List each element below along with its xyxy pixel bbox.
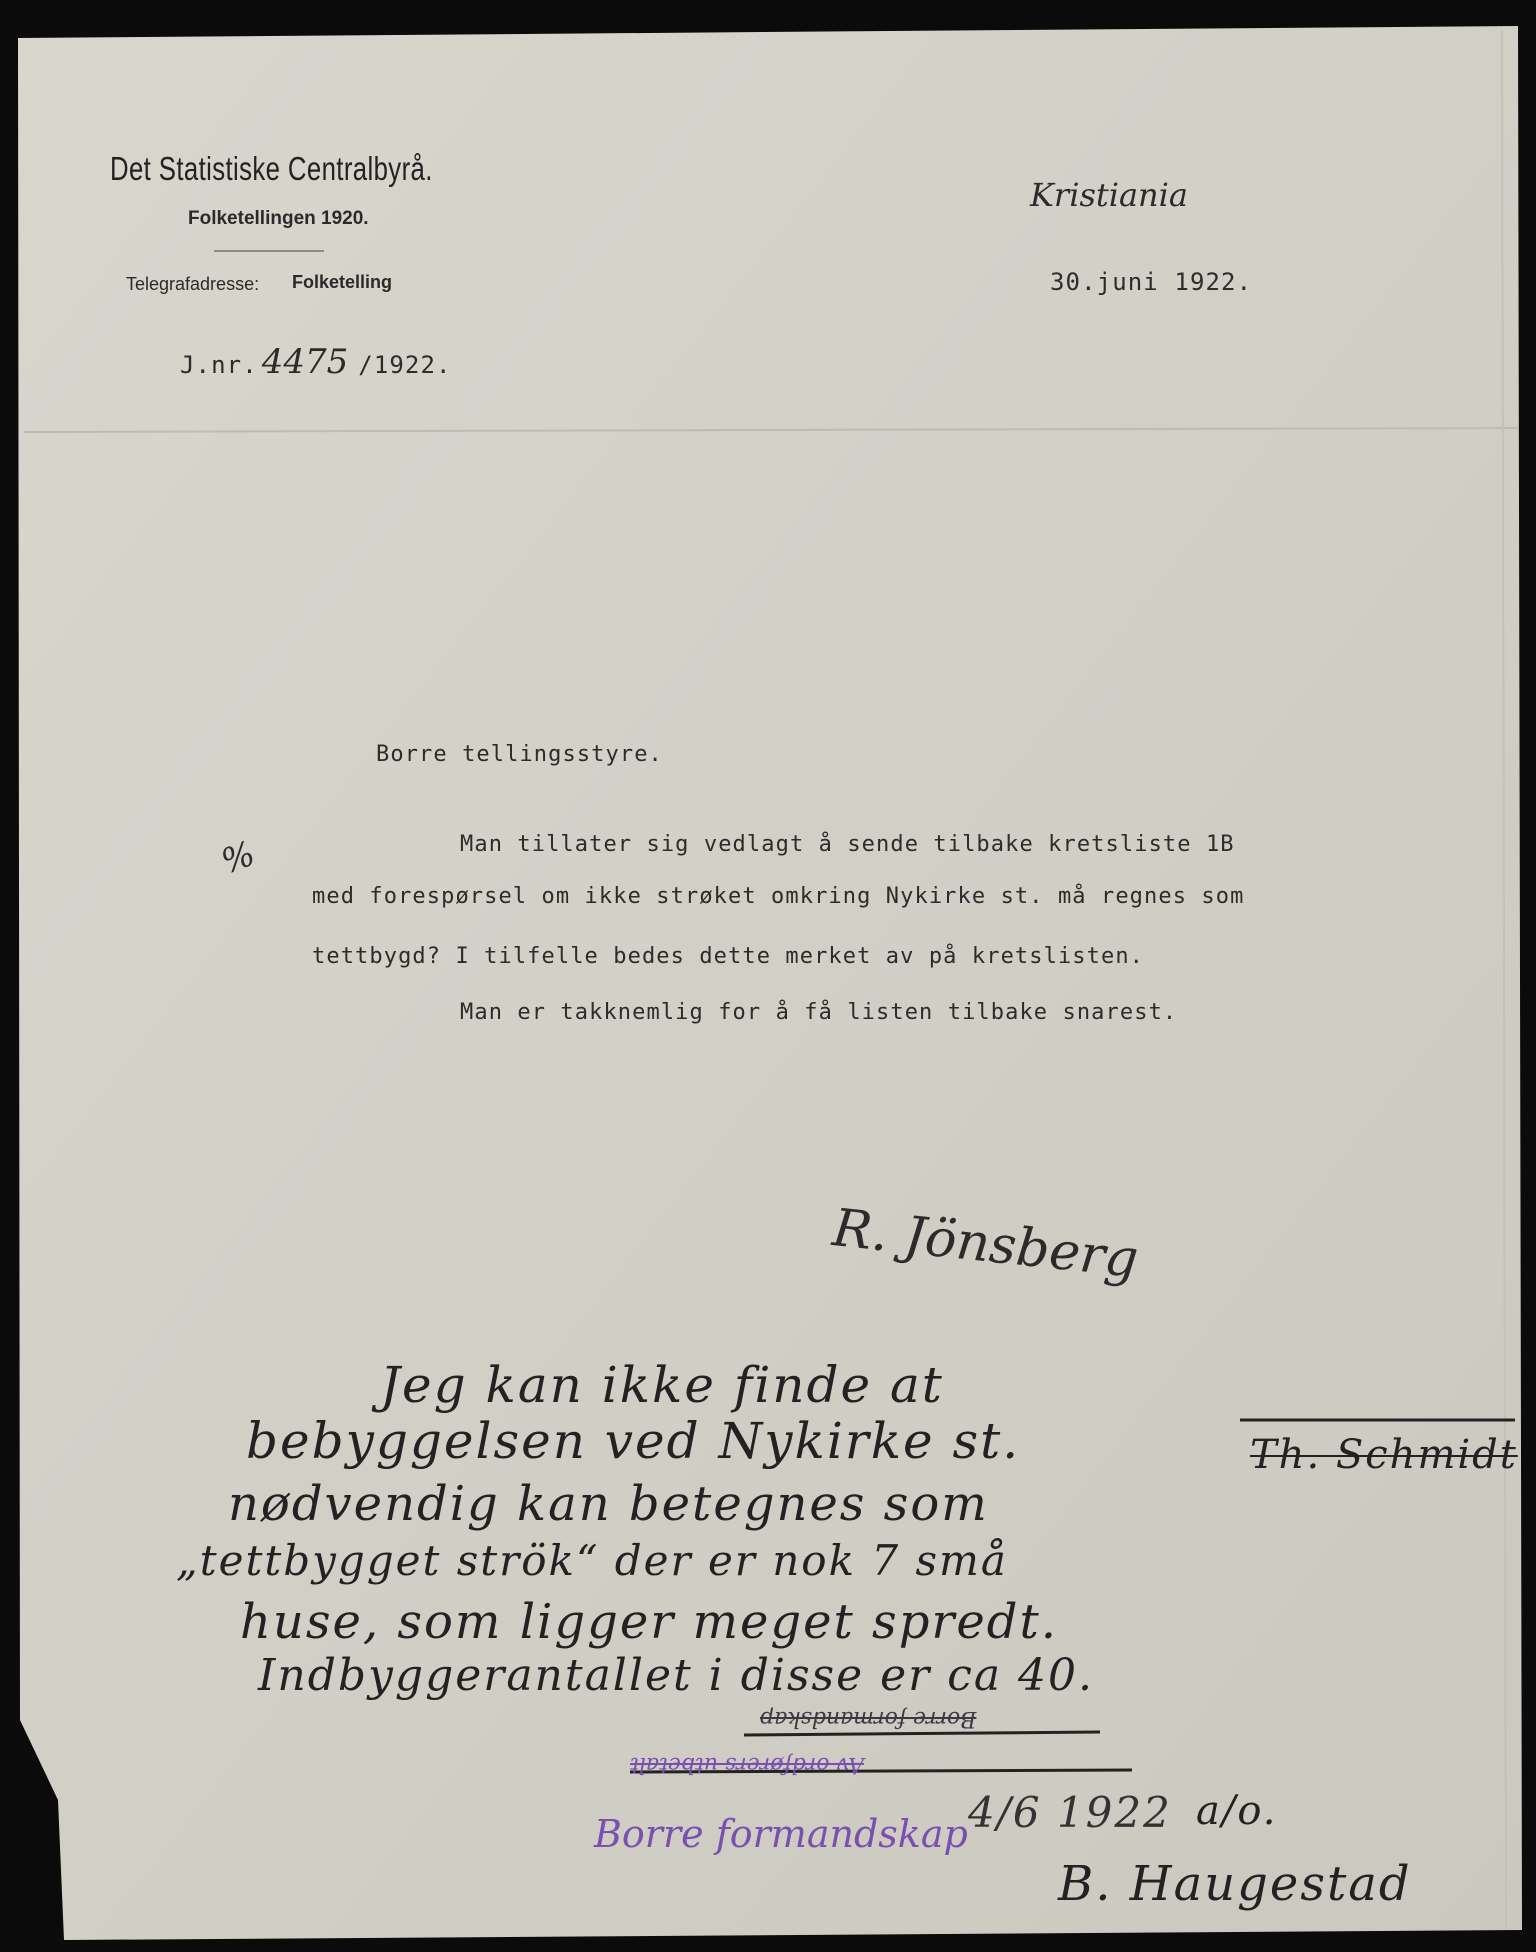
letter-line: Man tillater sig vedlagt å sende tilbake kretsliste 1B xyxy=(460,832,1235,857)
letter-line: tettbygd? I tilfelle bedes dette merket av på kretslisten. xyxy=(312,944,1145,969)
telegraph-label: Telegrafadresse: xyxy=(126,274,260,294)
letterhead-organization: Det Statistiske Centralbyrå. xyxy=(110,150,433,187)
telegraph-value: Folketelling xyxy=(292,272,393,292)
letter-line: Man er takknemlig for å få listen tilbake snarest. xyxy=(460,1000,1178,1025)
margin-mark: % xyxy=(216,833,261,883)
letter-date: 30.juni 1922. xyxy=(1050,268,1253,296)
letter-recipient: Borre tellingsstyre. xyxy=(376,742,663,767)
reply-line: Jeg kan ikke finde at xyxy=(380,1356,944,1414)
journal-suffix: /1922. xyxy=(358,351,452,379)
reply-line: nødvendig kan betegnes som xyxy=(228,1476,989,1532)
reply-line: bebyggelsen ved Nykirke st. xyxy=(246,1412,1021,1470)
stamp-struck-line: Borre formandskap xyxy=(760,1706,977,1731)
letterhead-census: Folketellingen 1920. xyxy=(188,208,369,229)
reply-line: huse, som ligger meget spredt. xyxy=(240,1594,1059,1650)
stamp-date: 4/6 1922 xyxy=(968,1788,1172,1837)
journal-handwritten-number: 4475 xyxy=(261,342,349,382)
stamp-abbrev: a/o. xyxy=(1196,1788,1278,1834)
stamp-struck-line: Av ordførers utbetalt xyxy=(630,1752,864,1777)
stamp-main-text: Borre formandskap xyxy=(594,1812,968,1856)
stamp-signature: B. Haugestad xyxy=(1058,1856,1412,1912)
place-name: Kristiania xyxy=(1030,176,1188,214)
reply-line: Indbyggerantallet i disse er ca 40. xyxy=(258,1650,1095,1701)
letter-signature: R. Jönsberg xyxy=(829,1198,1142,1290)
reply-line: „tettbygget strök“ der er nok 7 små xyxy=(176,1536,1008,1585)
journal-prefix: J.nr. xyxy=(180,351,258,379)
journal-number xyxy=(180,342,452,382)
reply-struck-note: Th. Schmidt xyxy=(1250,1432,1518,1478)
letter-line: med forespørsel om ikke strøket omkring Nykirke st. må regnes som xyxy=(312,884,1245,909)
